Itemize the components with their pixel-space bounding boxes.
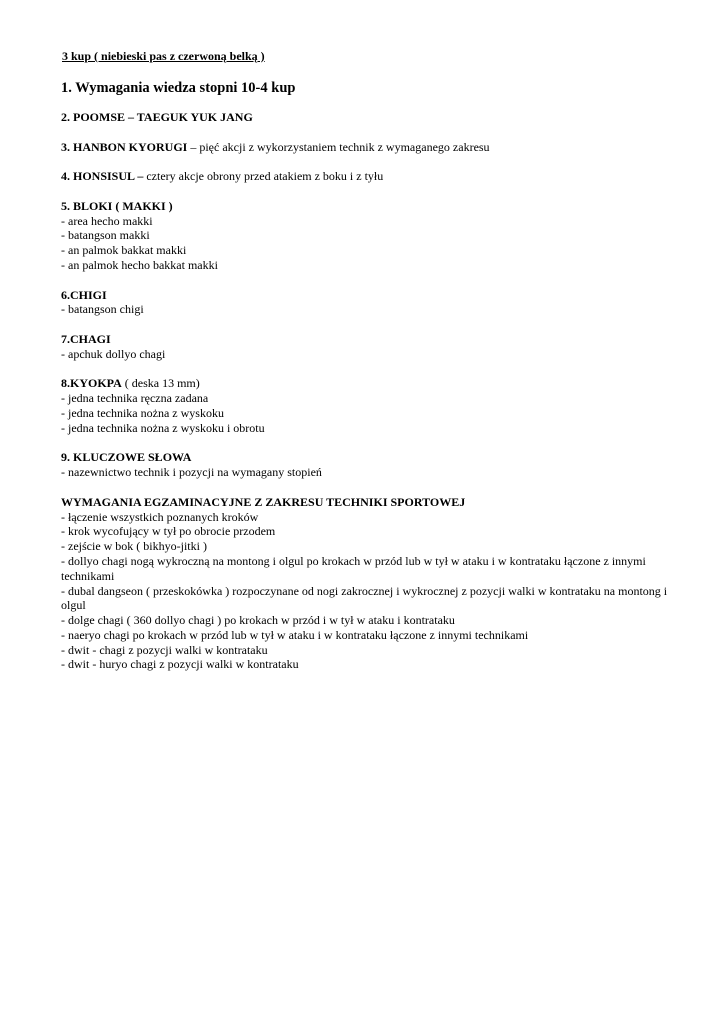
list-item: - jedna technika ręczna zadana [61, 391, 209, 406]
section-title: 7.CHAGI [61, 331, 111, 346]
section-title: 8.KYOKPA [61, 376, 122, 391]
section-heading [61, 332, 681, 347]
document-header: 3 kup ( niebieski pas z czerwoną belką ) [62, 49, 265, 63]
section-chagi [61, 332, 681, 362]
list-item: - dollyo chagi nogą wykroczną na montong i olgul po krokach w przód lub w tył w ataku i w kontrataku łączone z innymi technikami [61, 553, 646, 583]
list-item: - dubal dangseon ( przeskokówka ) rozpoczynane od nogi zakrocznej i wykrocznej z pozycji walki w kontrataku na montong i olgul [61, 583, 668, 613]
list-item: - batangson chigi [61, 302, 144, 317]
section-heading [61, 199, 681, 214]
section-heading [61, 450, 681, 465]
section-hanbon-kyorugi [61, 140, 681, 155]
list-item: - jedna technika nożna z wyskoku [61, 405, 224, 420]
section-title: 2. POOMSE – TAEGUK YUK JANG [61, 110, 253, 124]
section-title: 9. KLUCZOWE SŁOWA [61, 450, 192, 465]
section-honsisul [61, 169, 681, 184]
section-wymagania-egzaminacyjne [61, 495, 681, 673]
document-content [61, 110, 681, 687]
section-heading [61, 495, 681, 510]
section-title: WYMAGANIA EGZAMINACYJNE Z ZAKRESU TECHNIKI SPORTOWEJ [61, 494, 466, 509]
list-item: - an palmok hecho bakkat makki [61, 257, 218, 272]
section-description: ( deska 13 mm) [121, 376, 200, 391]
document-title: 1. Wymagania wiedza stopni 10-4 kup [61, 80, 296, 96]
section-kyokpa [61, 376, 681, 435]
list-item: - dwit - chagi z pozycji walki w kontrataku [61, 642, 268, 657]
list-item: - krok wycofujący w tył po obrocie przodem [61, 524, 276, 539]
section-heading [61, 140, 681, 155]
section-heading [61, 376, 681, 391]
list-item: - apchuk dollyo chagi [61, 346, 166, 361]
list-item: - dolge chagi ( 360 dollyo chagi ) po krokach w przód i w tył w ataku i kontrataku [61, 613, 455, 628]
section-chigi [61, 288, 681, 318]
list-item: - batangson makki [61, 228, 150, 243]
section-description: – pięć akcji z wykorzystaniem technik z wymaganego zakresu [187, 139, 490, 154]
list-item: - zejście w bok ( bikhyo-jitki ) [61, 539, 207, 554]
section-heading [61, 169, 681, 184]
section-title: 3. HANBON KYORUGI [61, 139, 188, 154]
section-title: 4. HONSISUL – [61, 169, 144, 184]
section-bloki [61, 199, 681, 273]
list-item: - area hecho makki [61, 213, 153, 228]
list-item: - naeryo chagi po krokach w przód lub w tył w ataku i w kontrataku łączone z innymi technikami [61, 627, 529, 642]
section-title: 5. BLOKI ( MAKKI ) [61, 198, 173, 213]
section-poomse [61, 110, 681, 125]
list-item: - łączenie wszystkich poznanych kroków [61, 509, 259, 524]
list-item: - an palmok bakkat makki [61, 243, 187, 258]
section-heading [61, 110, 681, 125]
list-item: - dwit - huryo chagi z pozycji walki w kontrataku [61, 657, 299, 672]
section-title: 6.CHIGI [61, 287, 107, 302]
section-heading [61, 288, 681, 303]
list-item: - nazewnictwo technik i pozycji na wymagany stopień [61, 465, 322, 480]
section-description: cztery akcje obrony przed atakiem z boku i z tyłu [143, 169, 384, 184]
list-item: - jedna technika nożna z wyskoku i obrotu [61, 420, 265, 435]
section-kluczowe-slowa [61, 450, 681, 480]
